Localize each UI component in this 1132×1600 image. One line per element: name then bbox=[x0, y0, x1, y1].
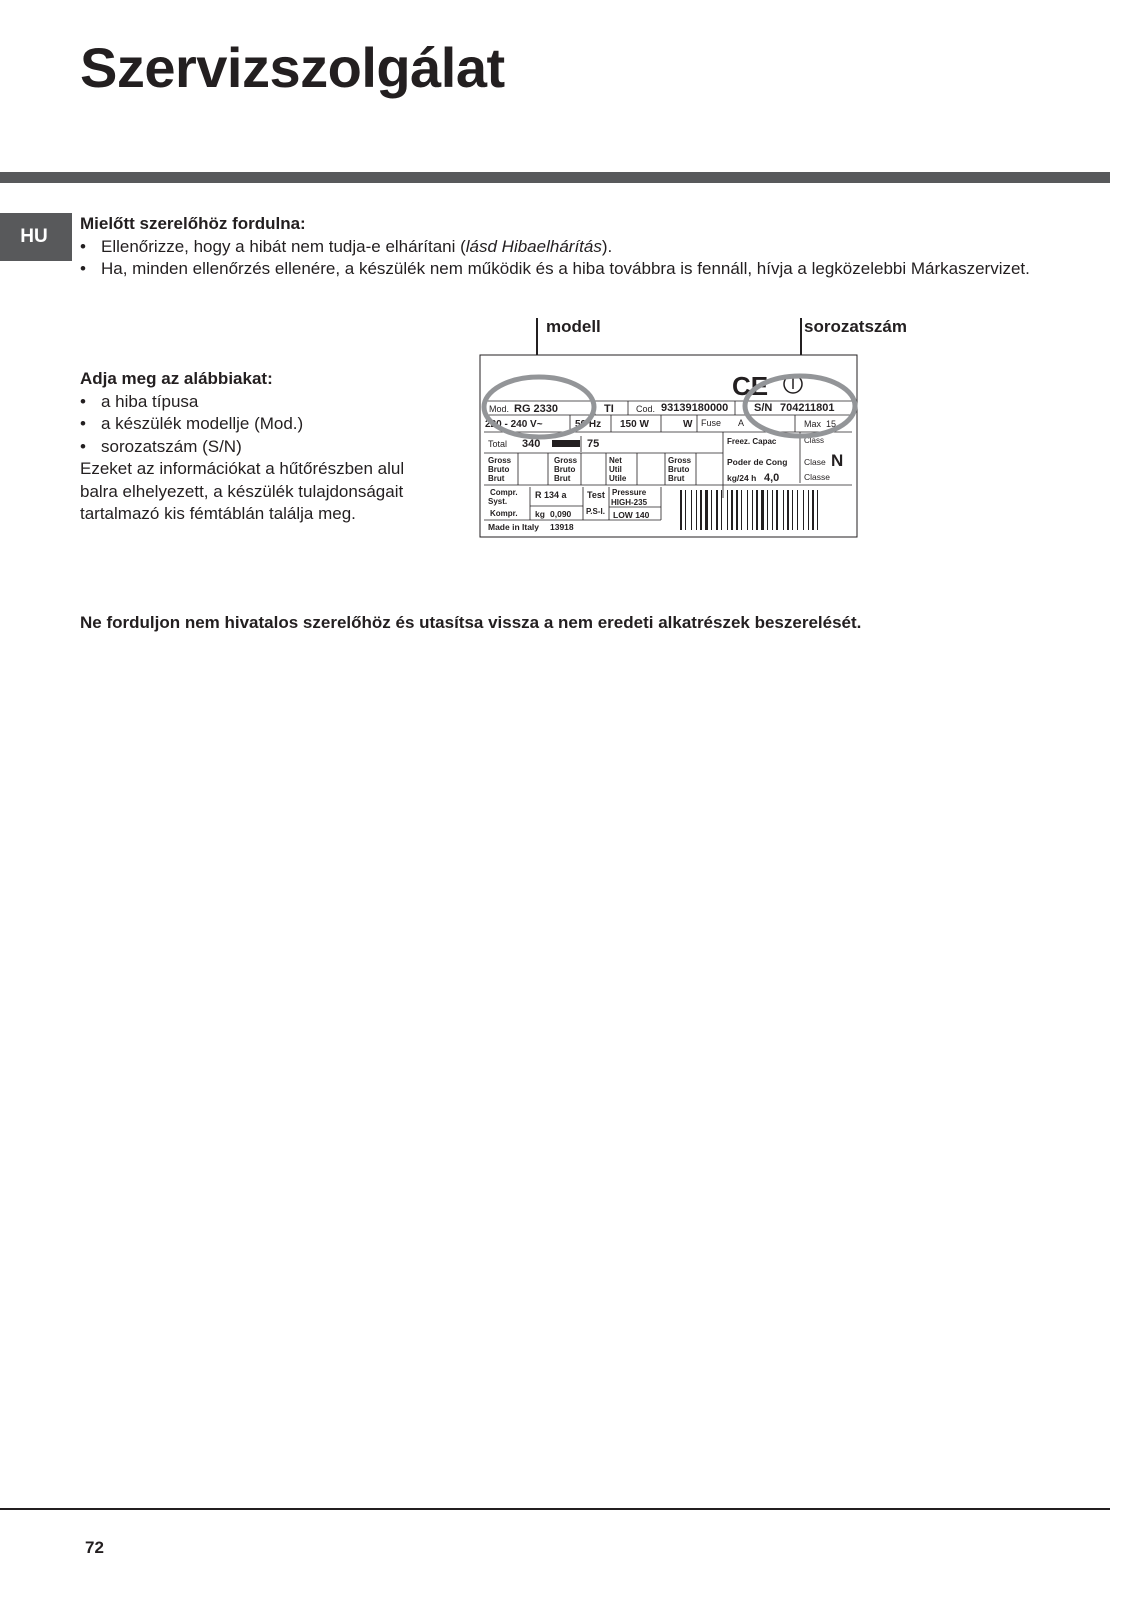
page-title: Szervizszolgálat bbox=[80, 36, 505, 99]
cod-value: 93139180000 bbox=[661, 402, 729, 414]
info-paragraph: Ezeket az információkat a hűtőrészben alul balra elhelyezett, a készülék tulajdonságait tartalmazó kis fémtáblán találja meg. bbox=[80, 459, 405, 523]
svg-text:Gross: Gross bbox=[488, 456, 512, 465]
frequency-value: 50 Hz bbox=[575, 419, 602, 430]
freezing-power-label: Poder de Cong bbox=[727, 457, 788, 467]
made-in-label: Made in Italy bbox=[488, 522, 540, 532]
svg-text:Bruto: Bruto bbox=[554, 465, 576, 474]
list-item: • a készülék modellje (Mod.) bbox=[80, 413, 440, 436]
total-value: 340 bbox=[522, 438, 541, 450]
info-heading: Adja meg az alábbiakat: bbox=[80, 369, 273, 388]
svg-text:Test: Test bbox=[587, 490, 605, 500]
troubleshooting-reference: lásd Hibaelhárítás bbox=[465, 236, 602, 256]
before-calling-section bbox=[80, 213, 1060, 281]
header-divider bbox=[0, 172, 1110, 183]
pressure-low-value: LOW 140 bbox=[613, 510, 650, 520]
svg-text:Syst.: Syst. bbox=[488, 497, 508, 506]
svg-text:Kompr.: Kompr. bbox=[490, 509, 518, 518]
rating-plate bbox=[480, 355, 857, 537]
info-section bbox=[80, 368, 440, 526]
svg-text:Brut: Brut bbox=[488, 474, 505, 483]
page-number: 72 bbox=[85, 1538, 104, 1557]
svg-text:Pressure: Pressure bbox=[612, 488, 647, 497]
voltage-value: 220 - 240 V~ bbox=[485, 419, 543, 430]
info-list bbox=[80, 391, 440, 459]
footer-divider bbox=[0, 1508, 1110, 1510]
list-item: • Ha, minden ellenőrzés ellenére, a készülék nem működik és a hiba továbbra is fennáll, hívja a legközelebbi Márkaszervizet. bbox=[80, 258, 1060, 281]
language-tab: HU bbox=[0, 213, 72, 261]
before-calling-list bbox=[80, 236, 1060, 281]
list-item: • a hiba típusa bbox=[80, 391, 440, 414]
svg-text:Gross: Gross bbox=[668, 456, 692, 465]
mod-label: Mod. bbox=[489, 404, 510, 414]
pressure-high-value: HIGH-235 bbox=[611, 498, 648, 507]
freezer-value: 75 bbox=[587, 438, 600, 450]
refrigerant-kg-value: 0,090 bbox=[550, 509, 572, 519]
svg-text:Gross: Gross bbox=[554, 456, 578, 465]
fuse-label: Fuse bbox=[701, 418, 722, 428]
max-value: 15 bbox=[826, 419, 837, 429]
cod-label: Cod. bbox=[636, 404, 656, 414]
power-value: 150 W bbox=[620, 419, 649, 430]
refrigerant-value: R 134 a bbox=[535, 490, 567, 500]
svg-text:Util: Util bbox=[609, 465, 622, 474]
ce-mark: CE bbox=[732, 371, 769, 401]
svg-text:Utile: Utile bbox=[609, 474, 627, 483]
clase-label: Clase bbox=[804, 457, 826, 467]
ti-value: TI bbox=[604, 403, 614, 415]
max-label: Max bbox=[804, 419, 822, 429]
before-calling-heading: Mielőtt szerelőhöz fordulna: bbox=[80, 214, 306, 233]
sn-label: S/N bbox=[754, 402, 773, 414]
svg-text:Brut: Brut bbox=[668, 474, 685, 483]
list-item: • sorozatszám (S/N) bbox=[80, 436, 440, 459]
rating-plate-diagram bbox=[470, 310, 940, 550]
svg-text:Compr.: Compr. bbox=[490, 488, 518, 497]
freezing-capacity-label: Freez. Capac bbox=[727, 437, 777, 446]
svg-text:P.S-I.: P.S-I. bbox=[586, 507, 605, 516]
serial-callout-label: sorozatszám bbox=[804, 317, 907, 336]
freezing-power-value: 4,0 bbox=[764, 472, 780, 484]
sn-value: 704211801 bbox=[780, 402, 835, 414]
freezer-icon bbox=[552, 440, 580, 447]
model-callout-label: modell bbox=[546, 317, 601, 336]
svg-text:Bruto: Bruto bbox=[488, 465, 510, 474]
svg-text:Bruto: Bruto bbox=[668, 465, 690, 474]
amp-label: A bbox=[738, 418, 745, 428]
w-label: W bbox=[683, 419, 693, 430]
climate-class-value: N bbox=[831, 451, 844, 470]
list-item: • Ellenőrizze, hogy a hibát nem tudja-e elhárítani (lásd Hibaelhárítás). bbox=[80, 236, 1060, 259]
total-label: Total bbox=[488, 439, 508, 449]
class-label: Class bbox=[804, 436, 825, 445]
kg24h-label: kg/24 h bbox=[727, 473, 757, 483]
svg-text:Net: Net bbox=[609, 456, 622, 465]
classe-label: Classe bbox=[804, 472, 830, 482]
svg-text:kg: kg bbox=[535, 509, 545, 519]
made-in-code: 13918 bbox=[550, 522, 574, 532]
svg-text:Brut: Brut bbox=[554, 474, 571, 483]
mod-value: RG 2330 bbox=[514, 403, 559, 415]
warning-text: Ne forduljon nem hivatalos szerelőhöz és utasítsa vissza a nem eredeti alkatrészek beszerelését. bbox=[80, 613, 862, 632]
